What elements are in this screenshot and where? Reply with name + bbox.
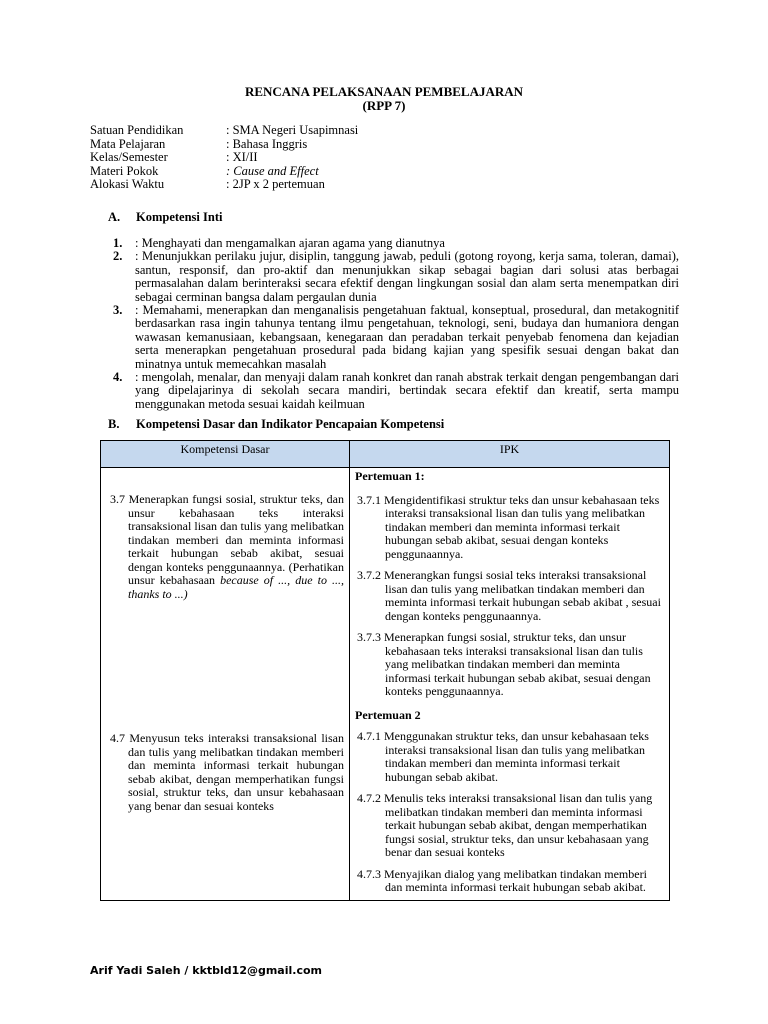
- list-item: [113, 371, 679, 411]
- list-item: [113, 250, 679, 304]
- item-text: : mengolah, menalar, dan menyaji dalam ranah konkret dan ranah abstrak terkait dengan pengembangan dari yang dipelajarinya di sekolah secara mandiri, bertindak secara efektif dan kreatif, serta mampu menggunakan metoda sesuai kaidah keilmuan: [135, 370, 679, 411]
- meta-value: : Cause and Effect: [226, 163, 319, 178]
- section-title: Kompetensi Dasar dan Indikator Pencapaian Kompetensi: [136, 417, 445, 431]
- item-number: 3.: [113, 303, 123, 318]
- item-text: : Memahami, menerapkan dan menganalisis pengetahuan faktual, konseptual, prosedural, dan metakognitif berdasarkan rasa ingin tahunya tentang ilmu pengetahuan, teknologi, seni, budaya dan humaniora dengan wawasan kemanusiaan, kebangsaan, kenegaraan dan peradaban terkait penyebab fenomena dan kejadian serta menerapkan pengetahuan prosedural pada bidang kajian yang spesifik sesuai dengan bakat dan minatnya untuk memecahkan masalah: [135, 303, 679, 371]
- ipk-item: 4.7.2 Menulis teks interaksi transaksional lisan dan tulis yang melibatkan tindakan memberi dan meminta informasi terkait hubungan sebab akibat, dengan memperhatikan fungsi sosial, struktur teks, dan unsur kebahasaan yang benar dan sesuai konteks: [357, 791, 653, 859]
- meta-key: Alokasi Waktu: [90, 177, 165, 191]
- kd-cell: [101, 468, 350, 901]
- list-item: [113, 304, 679, 371]
- table-header-row: [101, 441, 670, 468]
- meta-key: Kelas/Semester: [90, 150, 168, 164]
- meta-row: [90, 178, 358, 192]
- meta-key: Satuan Pendidikan: [90, 123, 184, 137]
- meta-row: [90, 138, 358, 152]
- table-row: [101, 468, 670, 901]
- item-text: : Menunjukkan perilaku jujur, disiplin, tanggung jawab, peduli (gotong royong, kerja sama, toleran, damai), santun, responsif, dan pro-aktif dan menunjukkan sikap sebagai bagian dari solusi atas berbagai permasalahan dalam berinteraksi secara efektif dengan lingkungan sosial dan alam serta menempatkan diri sebagai cerminan bangsa dalam pergaulan dunia: [135, 249, 679, 304]
- kd-4-7-text: 4.7 Menyusun teks interaksi transaksional lisan dan tulis yang melibatkan tindakan memberi dan meminta informasi terkait hubungan sebab akibat, dengan memperhatikan fungsi sosial, struktur teks, dan unsur kebahasaan yang benar dan sesuai konteks: [110, 731, 344, 813]
- meta-value: : XI/II: [226, 150, 258, 164]
- kd-3-7: [102, 469, 348, 601]
- footer-author: Arif Yadi Saleh / kktbld12@gmail.com: [90, 964, 322, 977]
- ipk-item: 4.7.3 Menyajikan dialog yang melibatkan tindakan memberi dan meminta informasi terkait hubungan sebab akibat.: [357, 866, 647, 894]
- meta-key: Mata Pelajaran: [90, 136, 166, 151]
- ipk-cell: [350, 468, 670, 901]
- item-number: 2.: [113, 249, 123, 264]
- item-number: 4.: [113, 370, 123, 385]
- section-number: B.: [108, 417, 120, 431]
- ipk-item: 3.7.2 Menerangkan fungsi sosial teks interaksi transaksional lisan dan tulis yang melibatkan tindakan memberi dan meminta informasi terkait hubungan sebab akibat , sesuai dengan konteks penggunaannya.: [357, 568, 661, 623]
- section-title: Kompetensi Inti: [136, 210, 223, 224]
- item-number: 1.: [113, 236, 123, 250]
- ipk-item: 4.7.1 Menggunakan struktur teks, dan unsur kebahasaan teks interaksi transaksional lisan dan tulis yang melibatkan tindakan memberi dan meminta informasi terkait hubungan sebab akibat.: [357, 729, 649, 784]
- header-kompetensi-dasar: Kompetensi Dasar: [101, 441, 350, 468]
- section-a-heading: [108, 210, 222, 225]
- pertemuan-2-label: Pertemuan 2: [355, 707, 421, 722]
- kd-3-7-example: because of ..., due to ..., thanks to ...): [128, 573, 345, 601]
- ipk-item: 3.7.1 Mengidentifikasi struktur teks dan unsur kebahasaan teks interaksi transaksional lisan dan tulis yang melibatkan tindakan memberi dan meminta informasi terkait hubungan sebab akibat, sesuai dengan konteks penggunaannya.: [357, 492, 660, 561]
- list-item: [113, 237, 679, 250]
- section-number: A.: [108, 210, 121, 224]
- identity-block: [90, 124, 358, 192]
- item-text: : Menghayati dan mengamalkan ajaran agama yang dianutnya: [135, 236, 445, 250]
- kd-4-7: [102, 601, 348, 813]
- document-title: RENCANA PELAKSANAAN PEMBELAJARAN: [244, 84, 524, 99]
- meta-value: : SMA Negeri Usapimnasi: [226, 123, 359, 137]
- header-ipk: IPK: [350, 441, 670, 468]
- ipk-item: 3.7.3 Menerapkan fungsi sosial, struktur teks, dan unsur kebahasaan teks interaksi transaksional lisan dan tulis yang melibatkan tindakan memberi dan meminta informasi terkait hubungan sebab akibat, sesuai dengan konteks penggunaannya.: [357, 630, 651, 698]
- document-subtitle: (RPP 7): [362, 98, 406, 113]
- meta-key: Materi Pokok: [90, 163, 159, 178]
- meta-value: : Bahasa Inggris: [226, 136, 308, 151]
- meta-value: : 2JP x 2 pertemuan: [226, 177, 325, 191]
- kompetensi-inti-list: [113, 237, 679, 411]
- meta-row: [90, 151, 358, 165]
- section-b-heading: [108, 417, 444, 432]
- kd-3-7-text: 3.7 Menerapkan fungsi sosial, struktur teks, dan unsur kebahasaan teks interaksi transaksional lisan dan tulis yang melibatkan tindakan memberi dan meminta informasi terkait hubungan sebab akibat, sesuai dengan konteks penggunaannya. (Perhatikan unsur kebahasaan: [110, 492, 344, 587]
- meta-row: [90, 165, 358, 179]
- pertemuan-1-label: Pertemuan 1:: [355, 469, 425, 483]
- kd-ipk-table: [100, 440, 670, 901]
- meta-row: [90, 124, 358, 138]
- kd-text: [106, 493, 344, 601]
